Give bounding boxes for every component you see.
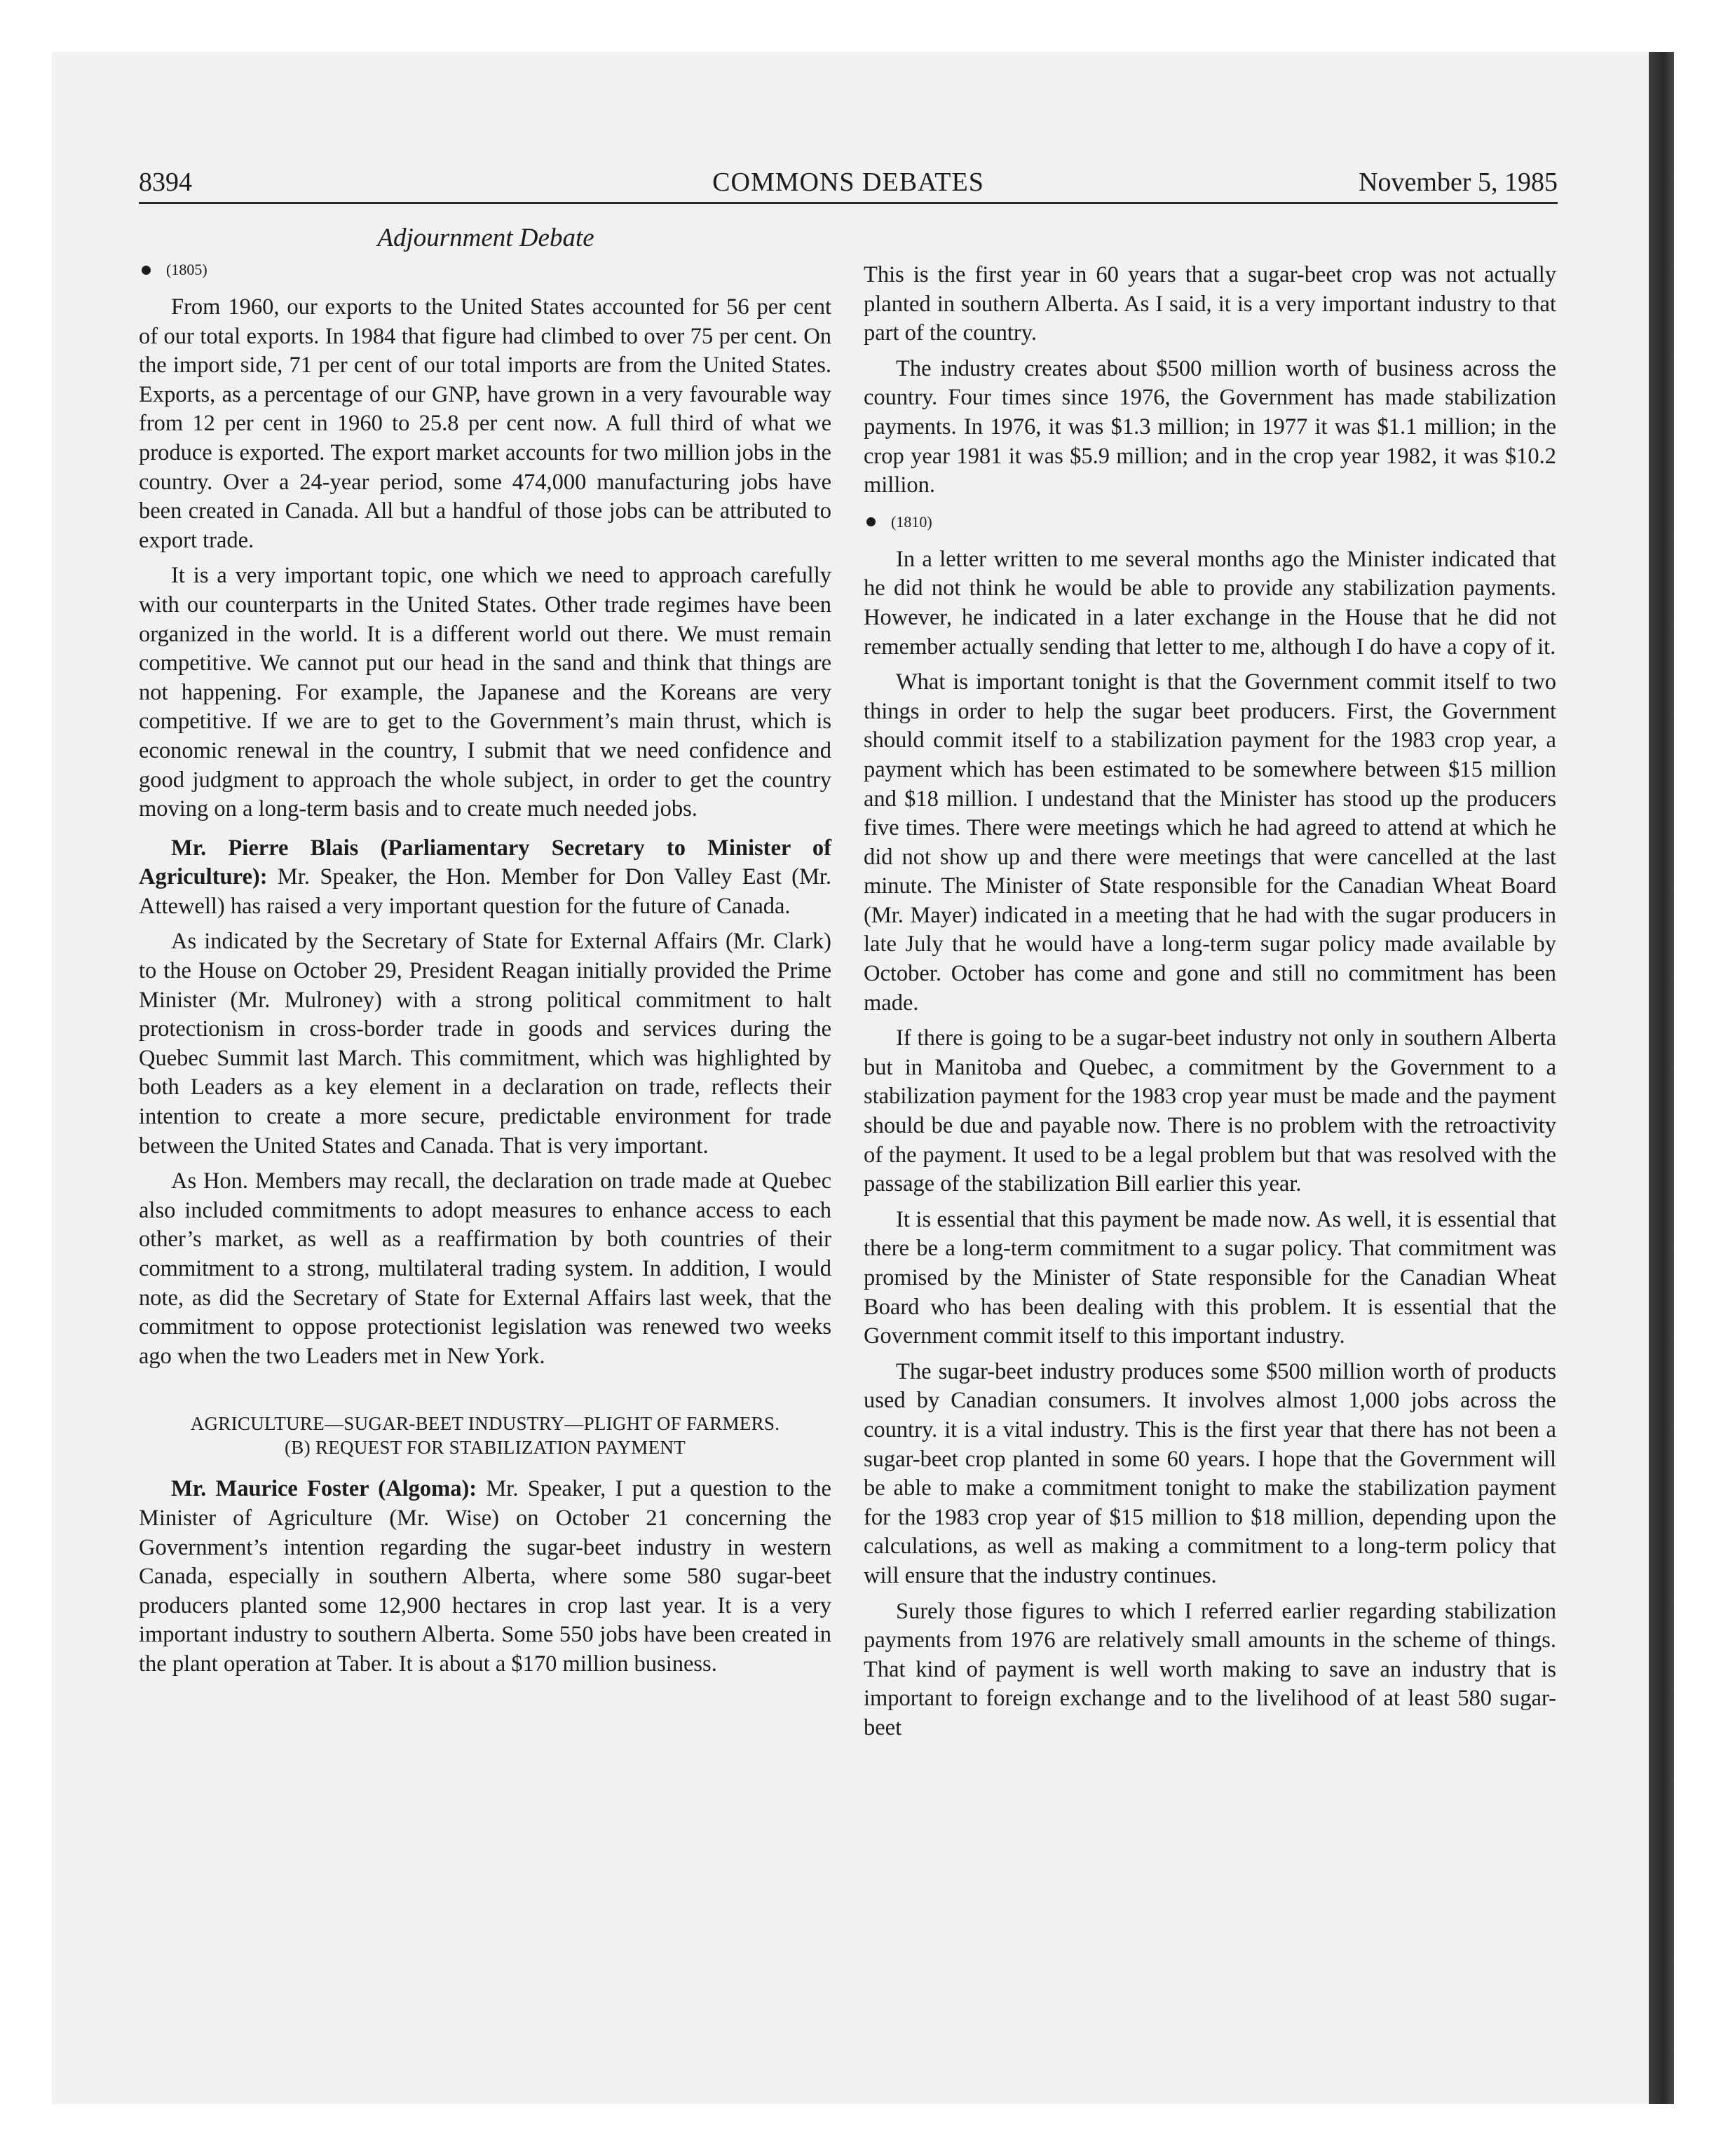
topic-heading-line: AGRICULTURE—SUGAR-BEET INDUSTRY—PLIGHT OF FARMERS. <box>190 1413 780 1435</box>
paragraph: What is important tonight is that the Government commit itself to two things in order to help the sugar beet producers. First, the Government should commit itself to a stabilization payment for the 1983 crop year, a payment which has been estimated to be somewhere between $15 million and $18 million. I undestand that the Minister has stood up the producers five times. There were meetings which he had agreed to attend at which he did not show up and there were meetings that were cancelled at the last minute. The Minister of State responsible for the Canadian Wheat Board (Mr. Mayer) indicated in a meeting that he had with the sugar producers in late July that he would have a long-term sugar policy made available by October. October has come and gone and still no commitment has been made. <box>864 669 1556 1016</box>
left-column <box>139 259 831 1686</box>
time-marker-label: (1805) <box>166 261 207 278</box>
paragraph: If there is going to be a sugar-beet industry not only in southern Alberta but in Manitoba and Quebec, a commitment by the Government to a stabilization payment for the 1983 crop year must be made and the payment should be due and payable now. There is no problem with the retroactivity of the payment. It used to be a legal problem but that was resolved with the passage of the stabilization Bill earlier this year. <box>864 1025 1556 1197</box>
paragraph: In a letter written to me several months ago the Minister indicated that he did not think he would be able to provide any stabilization payments. However, he indicated in a later exchange in the House that he did not remember actually sending that letter to me, although I do have a copy of it. <box>864 546 1556 660</box>
time-marker-label: (1810) <box>891 512 932 531</box>
speaker-name: Mr. Maurice Foster (Algoma): <box>171 1476 477 1502</box>
paragraph: As indicated by the Secretary of State for External Affairs (Mr. Clark) to the House on October 29, President Reagan initially provided the Prime Minister (Mr. Mulroney) with a strong political commitment to halt protectionism in cross-border trade in goods and services during the Quebec Summit last March. This commitment, which was highlighted by both Leaders as a key element in a declaration on trade, reflects their intention to create a more secure, predictable environment for trade between the United States and Canada. That is very important. <box>139 929 831 1159</box>
bullet-icon <box>142 266 151 275</box>
speaker-paragraph <box>139 1475 831 1679</box>
page-number: 8394 <box>139 168 192 197</box>
binding-shadow <box>1649 52 1674 2104</box>
topic-heading <box>139 1412 831 1459</box>
paragraph: This is the first year in 60 years that a sugar-beet crop was not actually planted in southern Alberta. As I said, it is a very important industry to that part of the country. <box>864 262 1556 346</box>
bullet-icon <box>866 517 876 526</box>
speaker-text: Mr. Speaker, the Hon. Member for Don Valley East (Mr. Attewell) has raised a very important question for the future of Canada. <box>139 864 831 919</box>
page-header <box>139 167 1558 198</box>
section-heading: Adjournment Debate <box>377 224 594 252</box>
right-column <box>864 261 1556 1749</box>
paragraph: It is a very important topic, one which we need to approach carefully with our counterparts in the United States. Other trade regimes have been organized in the world. It is a different world out there. We must remain competitive. We cannot put our head in the sand and think that things are not happening. For example, the Japanese and the Koreans are very competitive. If we are to get to the Government’s main thrust, which is economic renewal in the country, I submit that we need confidence and good judgment to approach the whole subject, in order to get the country moving on a long-term basis and to create much needed jobs. <box>139 563 831 822</box>
topic-heading-line: (B) REQUEST FOR STABILIZATION PAYMENT <box>285 1437 686 1459</box>
paragraph: It is essential that this payment be made now. As well, it is essential that there be a long-term commitment to a sugar policy. That commitment was promised by the Minister of State responsible for the Canadian Wheat Board who has been dealing with this problem. It is essential that the Government commit itself to this important industry. <box>864 1206 1556 1349</box>
paragraph: The industry creates about $500 million worth of business across the country. Four times since 1976, the Government has made stabilization payments. In 1976, it was $1.3 million; in 1977 it was $1.1 million; in the crop year 1981 it was $5.9 million; and in the crop year 1982, it was $10.2 million. <box>864 355 1556 498</box>
speaker-text: Mr. Speaker, I put a question to the Minister of Agriculture (Mr. Wise) on October 21 concerning the Government’s intention regarding the sugar-beet industry in western Canada, especially in southern Alberta, where some 580 sugar-beet producers planted some 12,900 hectares in crop last year. It is a very important industry to southern Alberta. Some 550 jobs have been created in the plant operation at Taber. It is about a $170 million business. <box>139 1476 831 1677</box>
speaker-paragraph <box>139 834 831 922</box>
paragraph: From 1960, our exports to the United States accounted for 56 per cent of our total exports. In 1984 that figure had climbed to over 75 per cent. On the import side, 71 per cent of our total imports are from the United States. Exports, as a percentage of our GNP, have grown in a very favourable way from 12 per cent in 1960 to 25.8 per cent now. A full third of what we produce is exported. The export market accounts for two million jobs in the country. Over a 24-year period, some 474,000 manufacturing jobs have been created in Canada. All but a handful of those jobs can be attributed to export trade. <box>139 294 831 553</box>
speaker-name: Mr. Pierre Blais (Parliamentary Secretary to Minister of Agriculture): <box>139 835 831 890</box>
header-rule <box>139 202 1558 204</box>
publication-date: November 5, 1985 <box>1359 168 1558 197</box>
paragraph: As Hon. Members may recall, the declaration on trade made at Quebec also included commitments to adopt measures to enhance access to each other’s market, as well as a reaffirmation by both countries of their commitment to a strong, multilateral trading system. In addition, I would note, as did the Secretary of State for External Affairs last week, that the commitment to oppose protectionist legislation was renewed two weeks ago when the two Leaders met in New York. <box>139 1168 831 1369</box>
paragraph: Surely those figures to which I referred earlier regarding stabilization payments from 1976 are relatively small amounts in the scheme of things. That kind of payment is well worth making to save an industry that is important to foreign exchange and to the livelihood of at least 580 sugar-beet <box>864 1598 1556 1740</box>
time-marker <box>139 259 831 280</box>
time-marker <box>864 512 1556 533</box>
publication-title: COMMONS DEBATES <box>712 168 984 197</box>
paragraph: The sugar-beet industry produces some $500 million worth of products used by Canadian consumers. It involves almost 1,000 jobs across the country. it is a vital industry. This is the first year that there has not been a sugar-beet crop planted in some 60 years. I hope that the Government will be able to make a commitment tonight to make the stabilization payment for the 1983 crop year of $15 million to $18 million, depending upon the calculations, as well as making a commitment to a long-term policy that will ensure that the industry continues. <box>864 1358 1556 1588</box>
